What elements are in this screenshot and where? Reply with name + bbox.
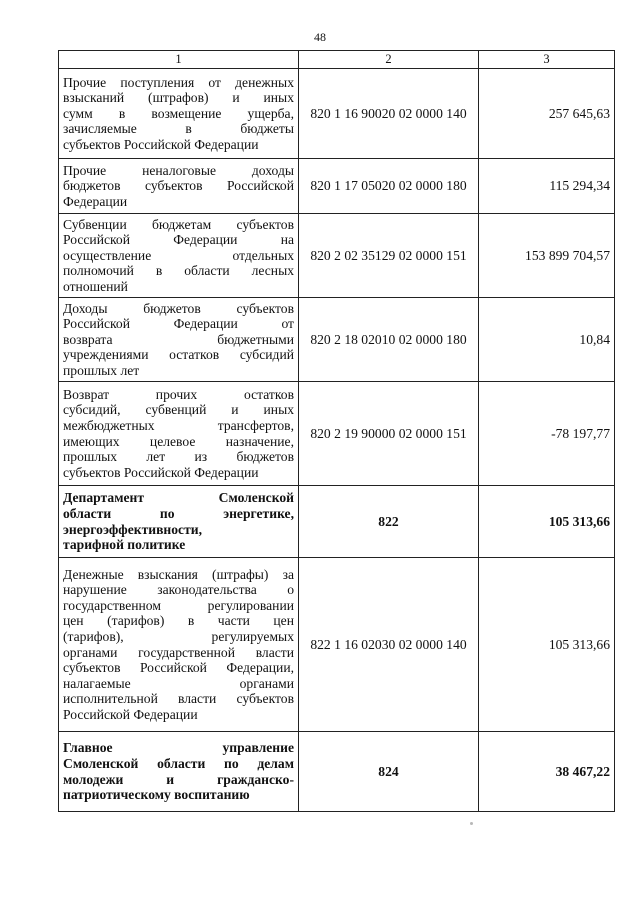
revenue-name-line: патриотическому воспитанию xyxy=(63,787,250,803)
revenue-name-line: сумм в возмещение ущерба, xyxy=(63,105,294,121)
revenue-name-line: органами государственной власти xyxy=(63,644,294,660)
revenue-name-line: Российской Федерации на xyxy=(63,232,294,248)
revenue-name-line: тарифной политике xyxy=(63,537,186,553)
revenue-name-line: субъектов Российской Федерации, xyxy=(63,660,294,676)
table-row xyxy=(59,69,615,159)
revenue-table xyxy=(58,50,615,812)
amount-cell: -78 197,77 xyxy=(479,382,615,486)
revenue-name-line: взысканий (штрафов) и иных xyxy=(63,90,294,106)
revenue-name-line: Департамент Смоленской xyxy=(63,490,294,506)
table-row xyxy=(59,486,615,558)
budget-code-cell: 822 1 16 02030 02 0000 140 xyxy=(299,558,479,732)
revenue-name-line: бюджетов субъектов Российской xyxy=(63,178,294,194)
revenue-name-line: налагаемые органами xyxy=(63,675,294,691)
revenue-name-line: субсидий, субвенций и иных xyxy=(63,402,294,418)
revenue-name-line: Смоленской области по делам xyxy=(63,755,294,771)
revenue-name-line: государственном регулировании xyxy=(63,597,294,613)
revenue-name-cell xyxy=(59,214,299,298)
budget-code-cell: 820 2 19 90000 02 0000 151 xyxy=(299,382,479,486)
revenue-name-line: прошлых лет из бюджетов xyxy=(63,449,294,465)
revenue-name-cell xyxy=(59,298,299,382)
amount-cell: 10,84 xyxy=(479,298,615,382)
budget-code-cell: 824 xyxy=(299,732,479,812)
amount-cell: 257 645,63 xyxy=(479,69,615,159)
revenue-name-line: исполнительной власти субъектов xyxy=(63,691,294,707)
revenue-name-line: Возврат прочих остатков xyxy=(63,386,294,402)
revenue-name-line: зачисляемые в бюджеты xyxy=(63,121,294,137)
revenue-name-line: цен (тарифов) в части цен xyxy=(63,613,294,629)
table-row xyxy=(59,382,615,486)
amount-cell: 115 294,34 xyxy=(479,159,615,214)
budget-code-cell: 820 2 18 02010 02 0000 180 xyxy=(299,298,479,382)
revenue-name-line: Субвенции бюджетам субъектов xyxy=(63,216,294,232)
revenue-name-line: нарушение законодательства о xyxy=(63,582,294,598)
budget-code-cell: 820 1 16 90020 02 0000 140 xyxy=(299,69,479,159)
revenue-name-line: возврата бюджетными xyxy=(63,331,294,347)
revenue-name-line: Российской Федерации от xyxy=(63,316,294,332)
table-header-row xyxy=(59,51,615,69)
revenue-name-line: Доходы бюджетов субъектов xyxy=(63,300,294,316)
revenue-name-line: Главное управление xyxy=(63,740,294,756)
table-row xyxy=(59,732,615,812)
revenue-name-line: области по энергетике, xyxy=(63,505,294,521)
column-header-2: 2 xyxy=(299,51,479,69)
revenue-name-line: Российской Федерации xyxy=(63,706,198,722)
revenue-name-cell xyxy=(59,732,299,812)
budget-code-cell: 822 xyxy=(299,486,479,558)
revenue-name-line: имеющих целевое назначение, xyxy=(63,433,294,449)
revenue-name-line: Прочие неналоговые доходы xyxy=(63,162,294,178)
revenue-name-line: (тарифов), регулируемых xyxy=(63,628,294,644)
revenue-name-line: Денежные взыскания (штрафы) за xyxy=(63,566,294,582)
amount-cell: 38 467,22 xyxy=(479,732,615,812)
budget-code-cell: 820 1 17 05020 02 0000 180 xyxy=(299,159,479,214)
column-header-1: 1 xyxy=(59,51,299,69)
page-number: 48 xyxy=(314,30,326,44)
column-header-3: 3 xyxy=(479,51,615,69)
table-row xyxy=(59,558,615,732)
revenue-name-line: молодежи и гражданско- xyxy=(63,771,294,787)
revenue-name-cell xyxy=(59,486,299,558)
revenue-name-line: осуществление отдельных xyxy=(63,247,294,263)
table-body xyxy=(59,51,615,812)
scan-speck xyxy=(470,822,473,825)
revenue-name-line: учреждениями остатков субсидий xyxy=(63,347,294,363)
budget-code-cell: 820 2 02 35129 02 0000 151 xyxy=(299,214,479,298)
revenue-name-line: субъектов Российской Федерации xyxy=(63,464,259,480)
table-row xyxy=(59,214,615,298)
revenue-name-cell xyxy=(59,382,299,486)
revenue-name-line: субъектов Российской Федерации xyxy=(63,136,259,152)
table-row xyxy=(59,159,615,214)
revenue-name-line: Федерации xyxy=(63,193,128,209)
revenue-name-line: Прочие поступления от денежных xyxy=(63,74,294,90)
amount-cell: 153 899 704,57 xyxy=(479,214,615,298)
revenue-name-cell xyxy=(59,69,299,159)
table-row xyxy=(59,298,615,382)
revenue-name-line: межбюджетных трансфертов, xyxy=(63,417,294,433)
revenue-name-line: энергоэффективности, xyxy=(63,521,202,537)
amount-cell: 105 313,66 xyxy=(479,558,615,732)
revenue-name-line: полномочий в области лесных xyxy=(63,263,294,279)
revenue-name-line: отношений xyxy=(63,278,128,294)
revenue-name-cell xyxy=(59,159,299,214)
amount-cell: 105 313,66 xyxy=(479,486,615,558)
revenue-name-line: прошлых лет xyxy=(63,362,140,378)
revenue-name-cell xyxy=(59,558,299,732)
